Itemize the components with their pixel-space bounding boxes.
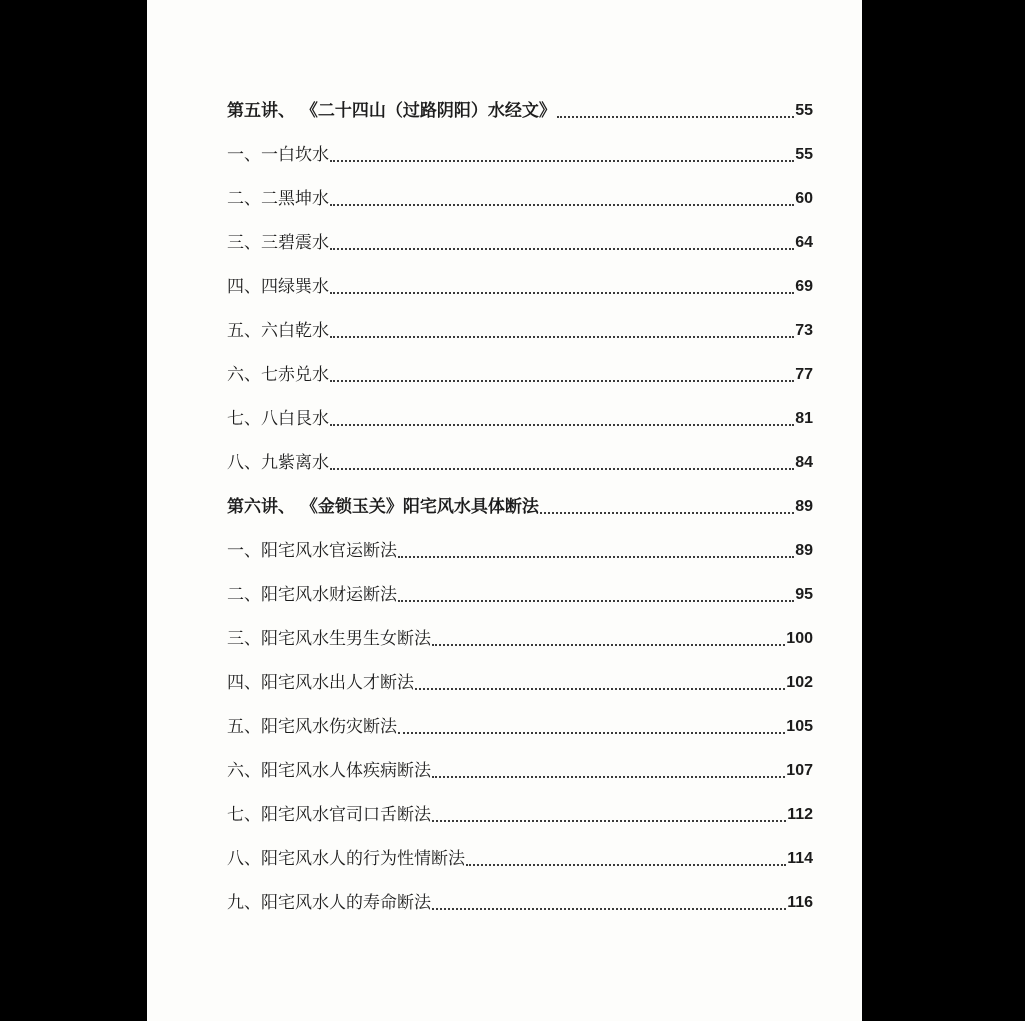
toc-entry-title: 二、阳宅风水财运断法	[227, 585, 397, 605]
toc-entry[interactable]	[227, 782, 813, 826]
toc-page-number: 55	[795, 102, 813, 119]
toc-leader-dots	[432, 634, 785, 646]
toc-entry[interactable]	[227, 694, 813, 738]
scanned-page	[147, 0, 862, 1021]
toc-entry-title: 三、三碧震水	[227, 233, 329, 253]
toc-entry-title: 七、阳宅风水官司口舌断法	[227, 805, 431, 825]
toc-page-number: 116	[787, 894, 813, 911]
toc-leader-dots	[398, 546, 794, 558]
toc-entry-title: 一、一白坎水	[227, 145, 329, 165]
toc-page-number: 105	[786, 718, 813, 735]
toc-entry-title: 二、二黑坤水	[227, 189, 329, 209]
toc-leader-dots	[415, 678, 785, 690]
toc-entry-title: 八、九紫离水	[227, 453, 329, 473]
toc-entry-title: 七、八白艮水	[227, 409, 329, 429]
toc-page-number: 102	[786, 674, 813, 691]
toc-entry-title: 六、阳宅风水人体疾病断法	[227, 761, 431, 781]
toc-page-number: 114	[787, 850, 813, 867]
toc-page-number: 73	[795, 322, 813, 339]
toc-leader-dots	[540, 502, 794, 514]
toc-page-number: 55	[795, 146, 813, 163]
toc-leader-dots	[398, 722, 785, 734]
toc-leader-dots	[330, 238, 794, 250]
toc-leader-dots	[330, 326, 794, 338]
toc-entry-title: 四、四绿巽水	[227, 277, 329, 297]
toc-entry[interactable]	[227, 430, 813, 474]
toc-page-number: 81	[795, 410, 813, 427]
toc-entry-title: 四、阳宅风水出人才断法	[227, 673, 414, 693]
toc-entry-title: 八、阳宅风水人的行为性情断法	[227, 849, 465, 869]
toc-entry[interactable]	[227, 562, 813, 606]
toc-entry[interactable]	[227, 650, 813, 694]
toc-leader-dots	[557, 106, 794, 118]
toc-entry-title: 五、六白乾水	[227, 321, 329, 341]
toc-page-number: 89	[795, 498, 813, 515]
toc-page-number: 100	[786, 630, 813, 647]
toc-leader-dots	[330, 194, 794, 206]
toc-leader-dots	[466, 854, 786, 866]
toc-entry-title: 五、阳宅风水伤灾断法	[227, 717, 397, 737]
toc-leader-dots	[432, 810, 786, 822]
toc-entry[interactable]	[227, 386, 813, 430]
toc-page-number: 64	[795, 234, 813, 251]
toc-entry-title: 三、阳宅风水生男生女断法	[227, 629, 431, 649]
toc-page-number: 60	[795, 190, 813, 207]
toc-entry-title: 一、阳宅风水官运断法	[227, 541, 397, 561]
toc-leader-dots	[398, 590, 794, 602]
toc-leader-dots	[432, 898, 786, 910]
toc-entry-title: 第六讲、 《金锁玉关》阳宅风水具体断法	[227, 497, 539, 517]
toc-leader-dots	[330, 414, 794, 426]
toc-page-number: 107	[786, 762, 813, 779]
toc-entry[interactable]	[227, 826, 813, 870]
toc-leader-dots	[330, 458, 794, 470]
toc-entry-title: 第五讲、 《二十四山（过路阴阳）水经文》	[227, 101, 556, 121]
toc-entry[interactable]	[227, 870, 813, 914]
toc-page-number: 77	[795, 366, 813, 383]
toc-entry[interactable]	[227, 342, 813, 386]
toc-entry[interactable]	[227, 606, 813, 650]
toc-page-number: 84	[795, 454, 813, 471]
toc-entry[interactable]	[227, 254, 813, 298]
toc-entry[interactable]	[227, 122, 813, 166]
toc-entry-title: 六、七赤兑水	[227, 365, 329, 385]
toc-page-number: 89	[795, 542, 813, 559]
toc-entry[interactable]	[227, 738, 813, 782]
toc-entry[interactable]	[227, 166, 813, 210]
toc-leader-dots	[330, 150, 794, 162]
toc-leader-dots	[330, 282, 794, 294]
toc-entry[interactable]	[227, 210, 813, 254]
toc-entry[interactable]	[227, 298, 813, 342]
toc-page-number: 95	[795, 586, 813, 603]
toc-page-number: 69	[795, 278, 813, 295]
toc-entry[interactable]	[227, 518, 813, 562]
toc-leader-dots	[432, 766, 785, 778]
table-of-contents	[227, 78, 813, 914]
toc-page-number: 112	[787, 806, 813, 823]
toc-entry-chapter-6[interactable]	[227, 474, 813, 518]
toc-entry-title: 九、阳宅风水人的寿命断法	[227, 893, 431, 913]
toc-entry-chapter-5[interactable]	[227, 78, 813, 122]
toc-leader-dots	[330, 370, 794, 382]
